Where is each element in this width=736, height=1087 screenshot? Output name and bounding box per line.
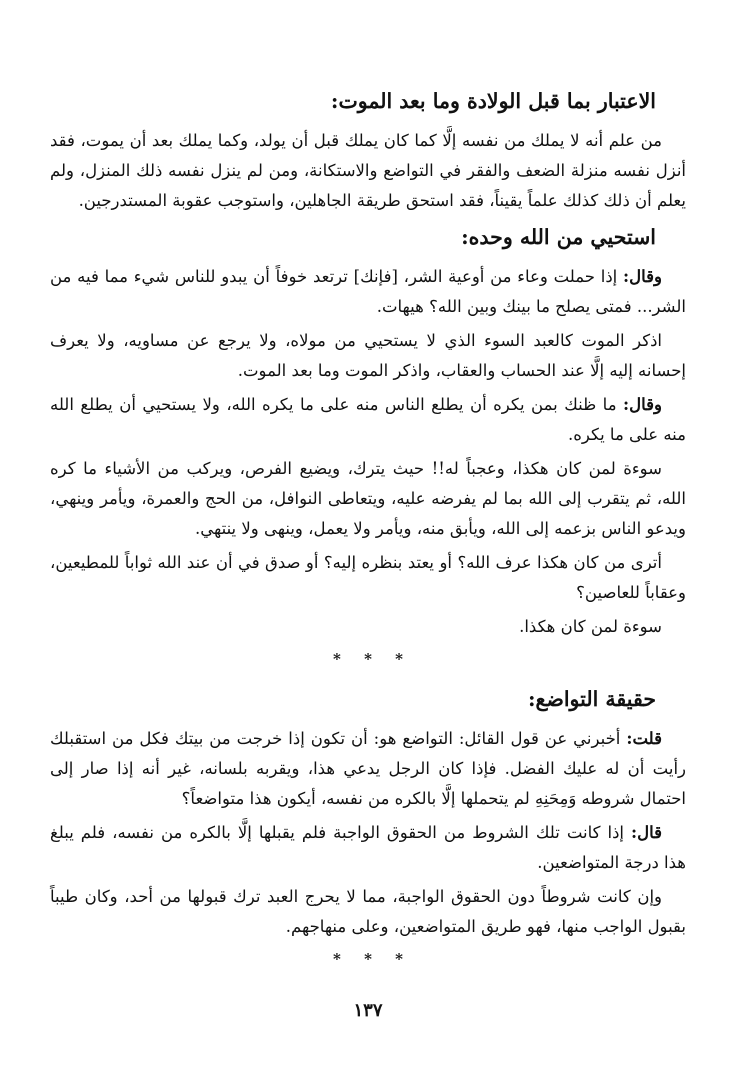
paragraph: أترى من كان هكذا عرف الله؟ أو يعتد بنظره إليه؟ أو صدق في أن عند الله ثواباً للمطيعين، وعقاباً للعاصين؟ <box>50 553 686 602</box>
paragraph <box>50 818 686 878</box>
paragraph <box>50 262 686 322</box>
section-heading-humility: حقيقة التواضع: <box>527 687 656 711</box>
section-separator: * * * <box>333 650 403 668</box>
paragraph-lead: وقال: <box>623 267 662 286</box>
section-heading-reflection: الاعتبار بما قبل الولادة وما بعد الموت: <box>330 89 656 113</box>
paragraph <box>50 724 686 814</box>
paragraph <box>50 390 686 450</box>
paragraph-text: إذا حملت وعاء من أوعية الشر، [فإنك] ترتعد خوفاً أن يبدو للناس شيء مما فيه من الشر... فمتى يصلح ما بينك وبين الله؟ هيهات. <box>50 267 686 316</box>
paragraph-text: ما ظنك بمن يكره أن يطلع الناس منه على ما يكره الله، ولا يستحيي أن يطلع الله منه على ما يكره. <box>50 395 686 444</box>
page-number: ١٣٧ <box>353 1000 383 1021</box>
paragraph: سوءة لمن كان هكذا. <box>519 617 662 636</box>
paragraph: سوءة لمن كان هكذا، وعجباً له!! حيث يترك، ويضيع الفرص، ويركب من الأشياء ما كره الله، ثم يتقرب إلى الله بما لم يفرضه عليه، ويتعاطى النوافل، من الحج والعمرة، ويأمر وينهي، ويدعو الناس بزعمه إلى الله، ويأبق منه، ويأمر ولا يعمل، وينهى ولا ينتهي. <box>50 459 686 538</box>
paragraph: من علم أنه لا يملك من نفسه إلَّا كما كان يملك قبل أن يولد، وكما يملك بعد أن يموت، فقد أنزل نفسه منزلة الضعف والفقر في التواضع والاستكانة، ومن لم ينزل نفسه ذلك المنزل، ولم يعلم أن ذلك كذلك علماً يقيناً، فقد استحق طريقة الجاهلين، واستوجب عقوبة المستدرجين. <box>50 131 686 210</box>
paragraph-lead: قال: <box>631 823 662 842</box>
paragraph-text: إذا كانت تلك الشروط من الحقوق الواجبة فلم يقبلها إلَّا بالكره من نفسه، فلم يبلغ هذا درجة المتواضعين. <box>50 823 686 872</box>
section-separator: * * * <box>333 950 403 968</box>
paragraph: اذكر الموت كالعبد السوء الذي لا يستحيي من مولاه، ولا يرجع عن مساويه، ولا يعرف إحسانه إليه إلَّا عند الحساب والعقاب، واذكر الموت وما بعد الموت. <box>50 331 686 380</box>
paragraph-lead: وقال: <box>623 395 662 414</box>
section-heading-modesty-before-god: استحيي من الله وحده: <box>461 225 656 249</box>
paragraph: وإن كانت شروطاً دون الحقوق الواجبة، مما لا يحرج العبد ترك قبولها من أحد، وكان طيباً بقبول الواجب منها، فهو طريق المتواضعين، وعلى منهاجهم. <box>50 887 686 936</box>
paragraph-lead: قلت: <box>626 729 663 748</box>
paragraph-text: أخبرني عن قول القائل: التواضع هو: أن تكون إذا خرجت من بيتك فكل من استقبلك رأيت أن له عليك الفضل. فإذا كان الرجل يدعي هذا، ويقربه بلسانه، غير أنه إذا صار إلى احتمال شروطه وَمِحَنِهِ لم يتحملها إلَّا بالكره من نفسه، أيكون هذا متواضعاً؟ <box>50 729 686 808</box>
